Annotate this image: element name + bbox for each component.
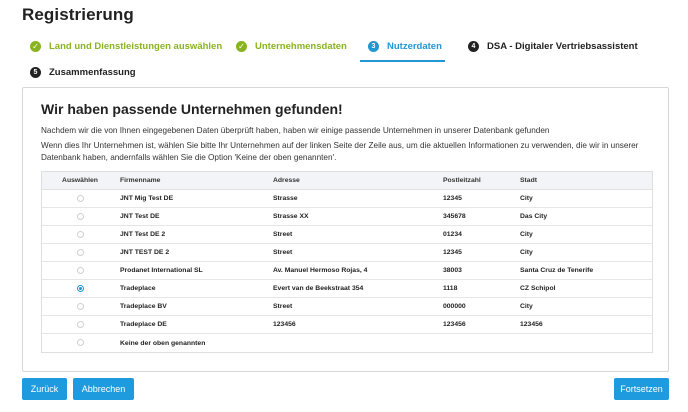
step-label: Land und Dienstleistungen auswählen — [49, 41, 223, 52]
select-radio[interactable] — [77, 303, 84, 310]
table-row[interactable] — [42, 316, 652, 334]
intro-text — [41, 125, 651, 167]
cell-address: Strasse — [273, 195, 298, 202]
header-address: Adresse — [273, 177, 300, 184]
cell-company: JNT Mig Test DE — [120, 195, 174, 202]
cell-company: JNT Test DE 2 — [120, 231, 166, 238]
cell-company: Tradeplace BV — [120, 303, 167, 310]
step-summary[interactable] — [30, 67, 136, 78]
cell-address: Strasse XX — [273, 213, 309, 220]
cell-address: Street — [273, 231, 293, 238]
table-row[interactable] — [42, 244, 652, 262]
step-label: Nutzerdaten — [387, 41, 442, 52]
table-row[interactable] — [42, 280, 652, 298]
cell-zip: 12345 — [443, 195, 462, 202]
back-button[interactable]: Zurück — [22, 378, 67, 400]
active-step-underline — [360, 60, 445, 62]
companies-table — [41, 171, 653, 353]
intro-paragraph: Nachdem wir die von Ihnen eingegebenen Daten überprüft haben, haben wir einige passende Unternehmen in unserer Datenbank gefunden — [41, 126, 550, 135]
cell-company: JNT Test DE — [120, 213, 160, 220]
select-radio[interactable] — [77, 231, 84, 238]
step-label: Zusammenfassung — [49, 67, 136, 78]
header-company: Firmenname — [120, 177, 161, 184]
cell-address: Street — [273, 249, 293, 256]
cell-zip: 12345 — [443, 249, 462, 256]
cell-company: JNT TEST DE 2 — [120, 249, 170, 256]
step-label: DSA - Digitaler Vertriebsassistent — [487, 41, 638, 52]
table-row[interactable] — [42, 298, 652, 316]
cell-address: 123456 — [273, 321, 296, 328]
cell-company: Prodanet International SL — [120, 267, 203, 274]
step-country-services[interactable] — [30, 41, 222, 52]
check-icon: ✓ — [30, 41, 41, 52]
cell-address: Evert van de Beekstraat 354 — [273, 285, 364, 292]
step-company-data[interactable] — [236, 41, 347, 52]
table-row[interactable] — [42, 226, 652, 244]
cell-city: Santa Cruz de Tenerife — [520, 267, 594, 274]
cell-company: Tradeplace DE — [120, 321, 167, 328]
cell-city: City — [520, 231, 533, 238]
select-radio[interactable] — [77, 249, 84, 256]
cell-zip: 38003 — [443, 267, 462, 274]
header-select: Auswählen — [62, 177, 98, 184]
cell-zip: 1118 — [443, 285, 458, 292]
select-radio[interactable] — [77, 195, 84, 202]
cell-address: Av. Manuel Hermoso Rojas, 4 — [273, 267, 368, 274]
header-zip: Postleitzahl — [443, 177, 481, 184]
select-radio[interactable] — [77, 267, 84, 274]
cell-city: City — [520, 303, 533, 310]
cell-zip: 01234 — [443, 231, 462, 238]
continue-button[interactable]: Fortsetzen — [614, 378, 669, 400]
select-radio-checked[interactable] — [77, 285, 84, 292]
cell-zip: 000000 — [443, 303, 466, 310]
cell-company: Keine der oben genannten — [120, 339, 206, 347]
step-number-icon: 4 — [468, 41, 479, 52]
cell-city: CZ Schipol — [520, 285, 556, 292]
cell-zip: 345678 — [443, 213, 466, 220]
check-icon: ✓ — [236, 41, 247, 52]
matching-companies-card — [22, 87, 669, 372]
cell-zip: 123456 — [443, 321, 466, 328]
cell-city: Das City — [520, 213, 548, 220]
header-city: Stadt — [520, 177, 537, 184]
step-number-icon: 3 — [368, 41, 379, 52]
table-row[interactable] — [42, 190, 652, 208]
step-dsa[interactable] — [468, 41, 638, 52]
stepper — [0, 0, 688, 90]
cell-company: Tradeplace — [120, 285, 156, 292]
card-title: Wir haben passende Unternehmen gefunden! — [41, 101, 343, 117]
cancel-button[interactable]: Abbrechen — [73, 378, 134, 400]
table-header — [42, 172, 652, 190]
step-number-icon: 5 — [30, 67, 41, 78]
cell-city: City — [520, 195, 533, 202]
cell-city: 123456 — [520, 321, 543, 328]
cell-city: City — [520, 249, 533, 256]
cell-address: Street — [273, 303, 293, 310]
select-radio[interactable] — [77, 339, 84, 346]
select-radio[interactable] — [77, 213, 84, 220]
page-title: Registrierung — [22, 5, 134, 24]
table-row[interactable] — [42, 208, 652, 226]
intro-paragraph: Wenn dies Ihr Unternehmen ist, wählen Sie bitte Ihr Unternehmen auf der linken Seite der Zeile aus, um die aktuellen Informationen zu verwenden, die wir in unserer Datenbank haben, andernfalls wählen Sie die Option 'Keine der oben genannten'. — [41, 141, 639, 162]
table-row[interactable] — [42, 262, 652, 280]
table-row-none-option[interactable] — [42, 334, 652, 352]
step-user-data[interactable] — [368, 41, 442, 52]
step-label: Unternehmensdaten — [255, 41, 347, 52]
select-radio[interactable] — [77, 321, 84, 328]
